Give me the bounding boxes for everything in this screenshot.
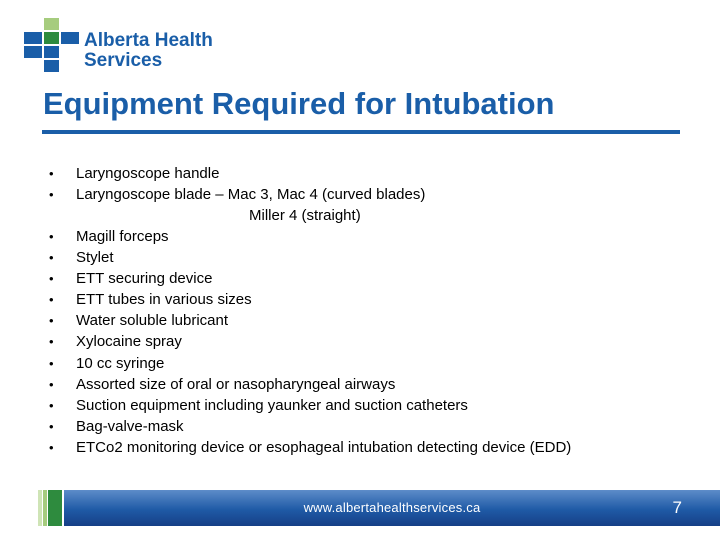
logo-line-2: Services xyxy=(84,50,163,71)
list-item xyxy=(0,332,720,352)
footer-accent-stripe xyxy=(43,490,47,526)
list-item xyxy=(0,227,720,247)
page-number: 7 xyxy=(672,498,682,517)
footer-url[interactable]: www.albertahealthservices.ca xyxy=(303,500,481,515)
logo-line-1: Alberta Health xyxy=(84,30,213,51)
list-item-text: Stylet xyxy=(76,249,114,266)
bullet-icon: • xyxy=(49,166,54,181)
list-item-text: Xylocaine spray xyxy=(76,333,182,350)
bullet-icon: • xyxy=(49,440,54,455)
list-item xyxy=(0,417,720,437)
list-item-text: Assorted size of oral or nasopharyngeal airways xyxy=(76,376,396,393)
footer-accent-stripe xyxy=(48,490,62,526)
list-item-continuation: Miller 4 (straight) xyxy=(249,207,361,224)
bullet-icon: • xyxy=(49,313,54,328)
footer-bar xyxy=(64,490,720,526)
slide-title: Equipment Required for Intubation xyxy=(43,86,555,121)
list-item xyxy=(0,185,720,205)
list-item-text: 10 cc syringe xyxy=(76,355,165,372)
list-item xyxy=(0,438,720,458)
list-item xyxy=(0,396,720,416)
bullet-icon: • xyxy=(49,187,54,202)
list-item xyxy=(0,290,720,310)
bullet-icon: • xyxy=(49,271,54,286)
bullet-icon: • xyxy=(49,377,54,392)
list-item xyxy=(0,269,720,289)
bullet-icon: • xyxy=(49,292,54,307)
list-item xyxy=(0,354,720,374)
list-item-text: Water soluble lubricant xyxy=(76,312,229,329)
list-item-text: ETT securing device xyxy=(76,270,213,287)
bullet-icon: • xyxy=(49,229,54,244)
bullet-icon: • xyxy=(49,398,54,413)
list-item-text: ETT tubes in various sizes xyxy=(76,291,252,308)
bullet-icon: • xyxy=(49,334,54,349)
list-item xyxy=(0,311,720,331)
bullet-icon: • xyxy=(49,356,54,371)
list-item-text: Bag-valve-mask xyxy=(76,418,184,435)
bullet-icon: • xyxy=(49,419,54,434)
bullet-icon: • xyxy=(49,250,54,265)
list-item-text: Laryngoscope blade – Mac 3, Mac 4 (curved blades) xyxy=(76,186,426,203)
list-item-text: Suction equipment including yaunker and suction catheters xyxy=(76,397,468,414)
list-item xyxy=(0,375,720,395)
list-item xyxy=(0,164,720,184)
list-item-text: ETCo2 monitoring device or esophageal intubation detecting device (EDD) xyxy=(76,439,572,456)
list-item-text: Magill forceps xyxy=(76,228,169,245)
footer xyxy=(0,490,720,540)
footer-accent-stripe xyxy=(38,490,42,526)
list-item xyxy=(0,248,720,268)
list-item-text: Laryngoscope handle xyxy=(76,165,220,182)
